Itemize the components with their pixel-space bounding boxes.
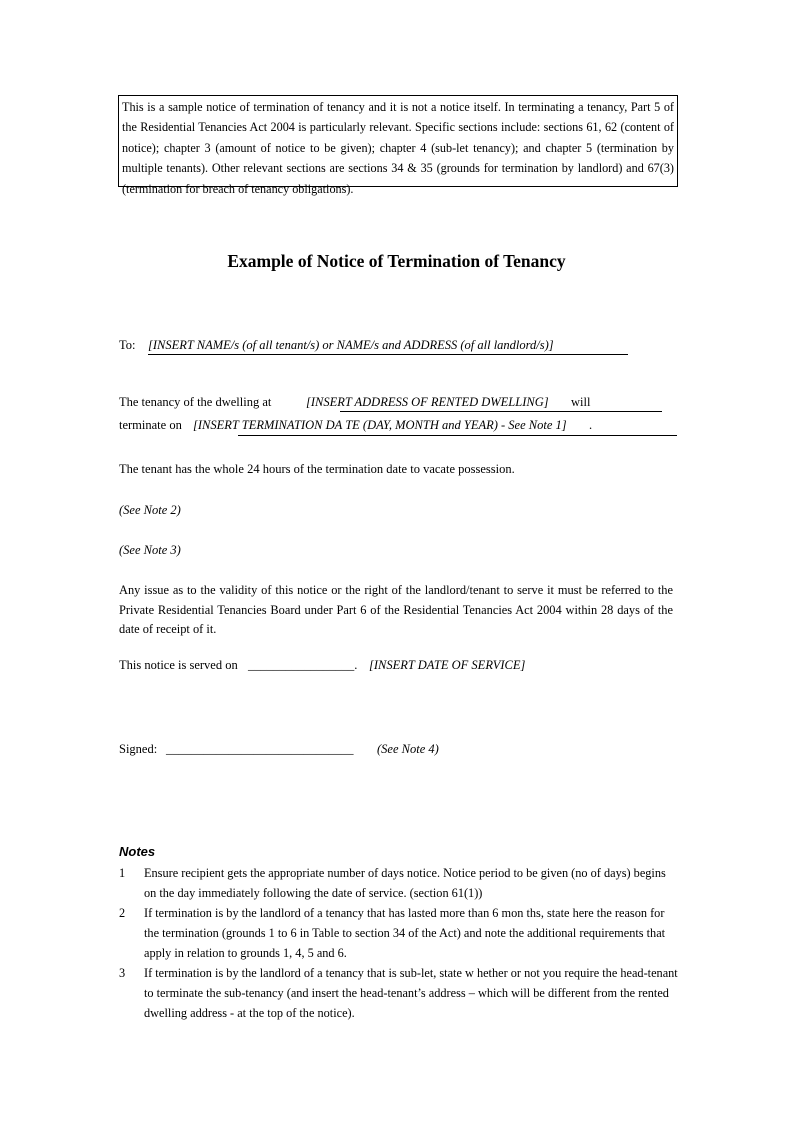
- page-title: Example of Notice of Termination of Tenancy: [227, 251, 566, 271]
- see-note-2: (See Note 2): [119, 503, 181, 517]
- terminate-underline: [238, 435, 677, 436]
- note-number: 2: [119, 906, 126, 920]
- terminate-placeholder: [INSERT TERMINATION DA TE (DAY, MONTH and YEAR) - See Note 1]: [193, 418, 567, 432]
- served-label: This notice is served on: [119, 658, 238, 672]
- note-number: 3: [119, 966, 126, 980]
- terminate-label: terminate on: [119, 418, 182, 432]
- dwelling-underline: [340, 411, 662, 412]
- served-placeholder: [INSERT DATE OF SERVICE]: [369, 658, 526, 672]
- served-blank: _________________.: [248, 658, 358, 672]
- disclaimer-box: This is a sample notice of termination of tenancy and it is not a notice itself. In terminating a tenancy, Part 5 of the Residential Tenancies Act 2004 is particularly relevant. Specific sections include: sections 61, 62 (content of notice); chapter 3 (amount of notice to be given); chapter 4 (sub-let tenancy); and chapter 5 (termination by multiple tenants). Other relevant sections are sections 34 & 35 (grounds for termination by landlord) and 67(3) (termination for breach of tenancy obligations).: [118, 95, 678, 187]
- to-label: To:: [119, 338, 136, 352]
- note-text: Ensure recipient gets the appropriate number of days notice. Notice period to be given (no of days) begins on the day immediately following the date of service. (section 61(1)): [144, 866, 666, 900]
- to-placeholder: [INSERT NAME/s (of all tenant/s) or NAME/s and ADDRESS (of all landlord/s)]: [148, 338, 554, 352]
- note-item-3: [119, 963, 679, 1023]
- dwelling-will: will: [571, 395, 591, 409]
- notes-heading: Notes: [119, 844, 156, 859]
- note-item-2: [119, 903, 679, 963]
- note-text: If termination is by the landlord of a tenancy that has lasted more than 6 mon ths, state here the reason for the termination (grounds 1 to 6 in Table to section 34 of the Act) and note the additional requirements that apply in relation to grounds 1, 4, 5 and 6.: [144, 906, 666, 960]
- dwelling-label: The tenancy of the dwelling at: [119, 395, 272, 409]
- to-underline: [148, 354, 628, 355]
- signed-label: Signed:: [119, 742, 158, 756]
- signed-note: (See Note 4): [377, 742, 439, 756]
- note-item-1: [119, 863, 679, 903]
- note-text: If termination is by the landlord of a tenancy that is sub-let, state w hether or not you require the head-tenant to terminate the sub-tenancy (and insert the head-tenant’s address – which will be different from the rented dwelling address - at the top of the notice).: [144, 966, 678, 1020]
- vacate-text: The tenant has the whole 24 hours of the termination date to vacate possession.: [119, 462, 515, 476]
- see-note-3: (See Note 3): [119, 543, 181, 557]
- signed-blank: ______________________________: [166, 742, 354, 756]
- terminate-period: .: [589, 418, 593, 432]
- note-number: 1: [119, 866, 126, 880]
- validity-paragraph: Any issue as to the validity of this notice or the right of the landlord/tenant to serve it must be referred to the Private Residential Tenancies Board under Part 6 of the Residential Tenancies Act 2004 within 28 days of the date of receipt of it.: [119, 583, 673, 636]
- dwelling-placeholder: [INSERT ADDRESS OF RENTED DWELLING]: [306, 395, 549, 409]
